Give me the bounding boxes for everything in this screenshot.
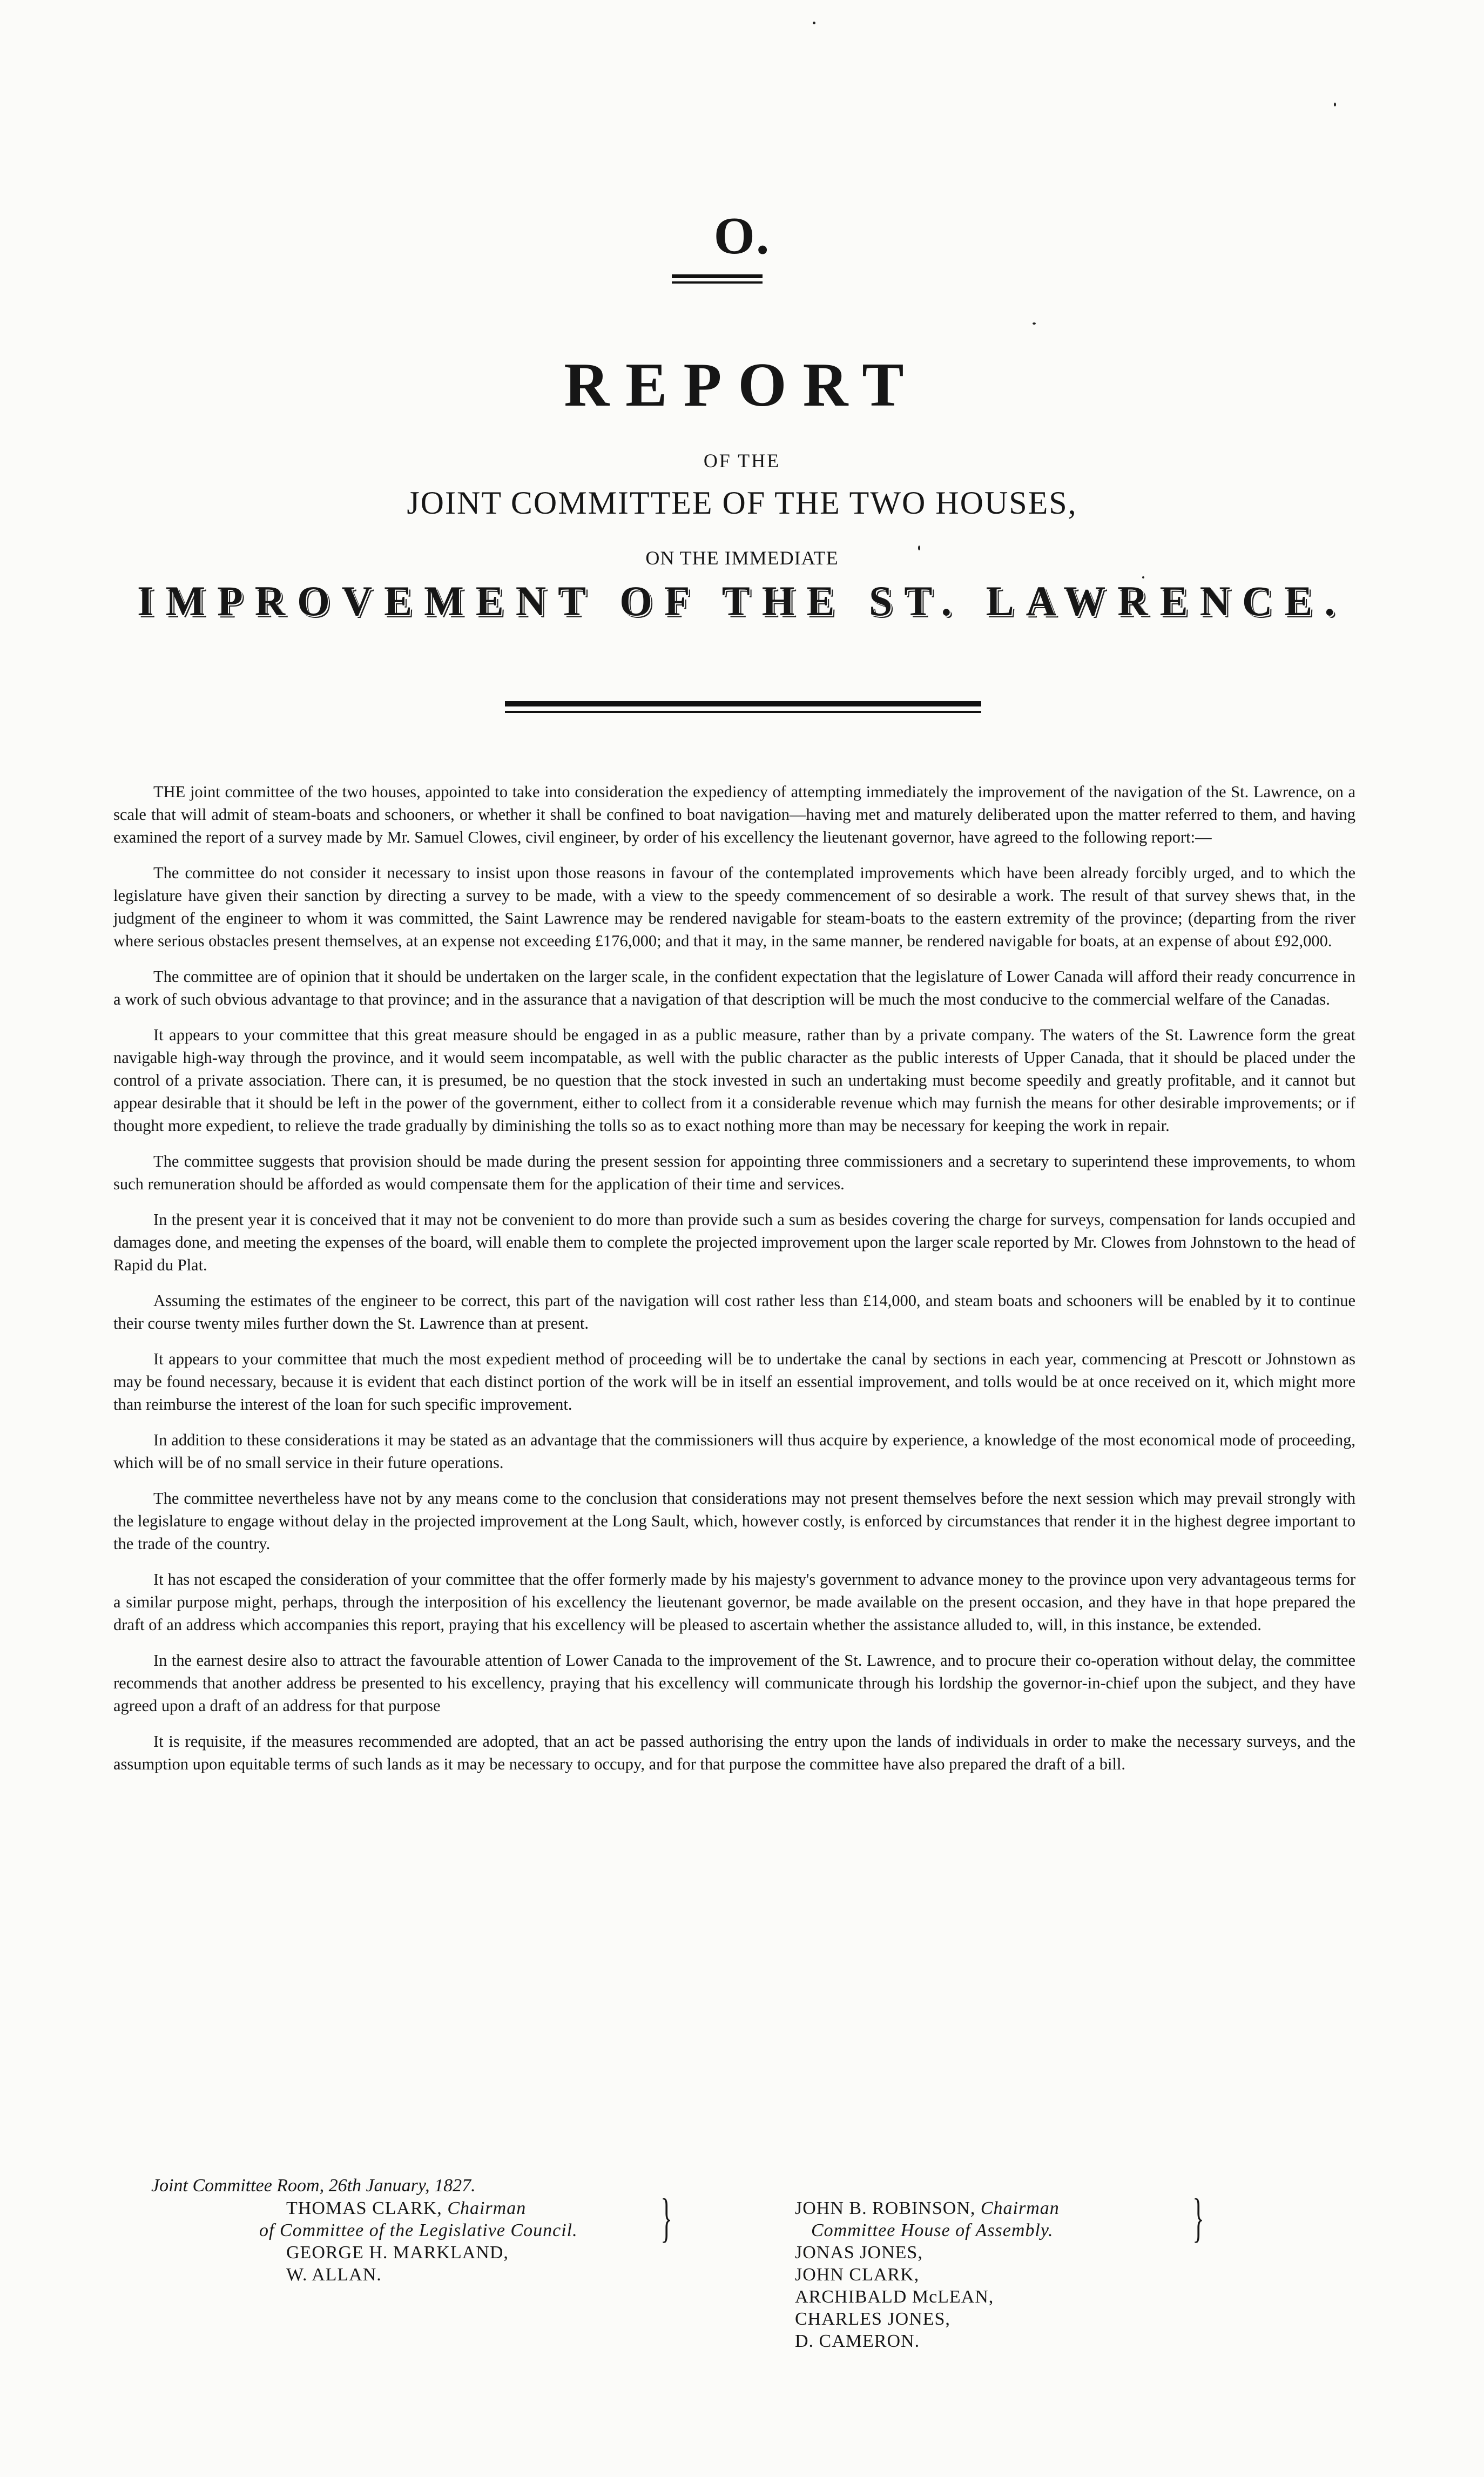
scan-speck xyxy=(1334,103,1336,106)
assembly-signatures xyxy=(795,2197,1060,2352)
subject-line: IMPROVEMENT OF THE ST. LAWRENCE. xyxy=(137,577,1347,624)
assembly-member: CHARLES JONES, xyxy=(795,2309,950,2329)
council-member: GEORGE H. MARKLAND, xyxy=(286,2243,509,2263)
assembly-member: JONAS JONES, xyxy=(795,2243,923,2263)
paragraph: The committee nevertheless have not by any means come to the conclusion that considerations may not present themselves before the next session which may prevail strongly with the legislature to engage without delay in the projected improvement at the Long Sault, which, however costly, is enforced by circumstances that render it in the highest degree important to the trade of the country. xyxy=(113,1489,1355,1553)
scan-speck xyxy=(1033,322,1036,325)
council-chairman xyxy=(286,2197,578,2219)
place-date: Joint Committee Room, 26th January, 1827. xyxy=(151,2176,476,2196)
paragraph: It appears to your committee that this great measure should be engaged in as a public measure, rather than by a private company. The waters of the St. Lawrence form the great navigable high-way through the province, and it would seem incompatable, as well with the public character as the public interests of Upper Canada, that it should be placed under the control of a private association. There can, it is presumed, be no question that the stock invested in such an undertaking must become speedily and greatly profitable, and it cannot but appear desirable that it should be left in the power of the government, either to collect from it a considerable revenue which may furnish the means for other desirable improvements; or if thought more expedient, to relieve the trade gradually by diminishing the tolls so as to exact nothing more than may be necessary for keeping the work in repair. xyxy=(113,1026,1355,1135)
paragraph: It is requisite, if the measures recommended are adopted, that an act be passed authorising the entry upon the lands of individuals in order to make the necessary surveys, and the assumption upon equitable terms of such lands as it may be necessary to occupy, and for that purpose the committee have also prepared the draft of a bill. xyxy=(113,1732,1355,1773)
paragraph: The committee are of opinion that it should be undertaken on the larger scale, in the confident expectation that the legislature of Lower Canada will afford their ready concurrence in a work of such obvious advantage to that province; and in the assurance that a navigation of that description will be much the most conducive to the commercial welfare of the Canadas. xyxy=(113,967,1355,1008)
paragraph: The committee suggests that provision should be made during the present session for appointing three commissioners and a secretary to superintend these improvements, to whom such remuneration should be afforded as would compensate them for the application of their time and services. xyxy=(113,1152,1355,1193)
signature-block xyxy=(113,2175,1355,2428)
report-of-the: OF THE xyxy=(703,450,781,472)
title-rule xyxy=(672,274,763,278)
council-signatures xyxy=(259,2197,578,2286)
paragraph: Assuming the estimates of the engineer to be correct, this part of the navigation will cost rather less than £14,000, and steam boats and schooners will be enabled by it to continue their course twenty miles further down the St. Lawrence than at present. xyxy=(113,1291,1355,1332)
paragraph: The committee do not consider it necessary to insist upon those reasons in favour of the contemplated improvements which have been already forcibly urged, and to which the legislature have given their sanction by directing a survey to be made, with a view to the speedy commencement of so desirable a work. The result of that survey shews that, in the judgment of the engineer to whom it was committed, the Saint Lawrence may be rendered navigable for steam-boats to the eastern extremity of the province; (departing from the river where serious obstacles present themselves, at an expense not exceeding £176,000; and that it may, in the same manner, be rendered navigable for boats, at an expense of about £92,000. xyxy=(113,864,1355,950)
report-title: REPORT xyxy=(564,351,920,420)
immediate-line: ON THE IMMEDIATE xyxy=(645,547,839,569)
paragraph: In addition to these considerations it may be stated as an advantage that the commissioners will thus acquire by experience, a knowledge of the most economical mode of proceeding, which will be of no small service in their future operations. xyxy=(113,1431,1355,1472)
paragraph: It appears to your committee that much the most expedient method of proceeding will be to undertake the canal by sections in each year, commencing at Prescott or Johnstown as may be found necessary, because it is evident that each distinct portion of the work will be in itself an essential improvement, and tolls would be at once received on it, which might more than reimburse the interest of the loan for such specific improvement. xyxy=(113,1350,1355,1413)
scan-speck xyxy=(813,22,815,24)
paragraph: In the present year it is conceived that it may not be convenient to do more than provide such a sum as besides covering the charge for surveys, compensation for lands occupied and damages done, and meeting the expenses of the board, will enable them to complete the projected improvement upon the larger scale reported by Mr. Clowes from Johnstown to the head of Rapid du Plat. xyxy=(113,1210,1355,1274)
assembly-chairman-name: JOHN B. ROBINSON, xyxy=(795,2198,976,2218)
council-brace: } xyxy=(660,2187,672,2247)
assembly-brace: } xyxy=(1192,2187,1204,2247)
assembly-chairman-body: Committee House of Assembly. xyxy=(811,2220,1054,2240)
appendix-letter: O. xyxy=(713,207,771,265)
council-chairman-title: Chairman xyxy=(447,2198,527,2218)
assembly-member: ARCHIBALD McLEAN, xyxy=(795,2287,994,2307)
council-member: W. ALLAN. xyxy=(286,2265,382,2285)
council-chairman-name: THOMAS CLARK, xyxy=(286,2198,442,2218)
report-body xyxy=(113,780,1355,1788)
council-chairman-body: of Committee of the Legislative Council. xyxy=(259,2220,578,2240)
assembly-chairman xyxy=(795,2197,1060,2219)
paragraph: In the earnest desire also to attract the favourable attention of Lower Canada to the improvement of the St. Lawrence, and to procure their co-operation without delay, the committee recommends that another address be presented to his excellency, praying that his excellency will communicate through his lordship the governor-in-chief upon the subject, and they have agreed upon a draft of an address for that purpose xyxy=(113,1651,1355,1715)
paragraph: It has not escaped the consideration of your committee that the offer formerly made by his majesty's government to advance money to the province upon very advantageous terms for a similar purpose might, perhaps, through the interposition of his excellency the lieutenant governor, be made available on the present occasion, and they have in that hope prepared the draft of an address which accompanies this report, praying that his excellency will be pleased to ascertain whether the assistance alluded to, will, in this instance, be extended. xyxy=(113,1570,1355,1634)
paragraph: THE joint committee of the two houses, appointed to take into consideration the expediency of attempting immediately the improvement of the navigation of the St. Lawrence, on a scale that will admit of steam-boats and schooners, or whether it shall be confined to boat navigation—having met and maturely deliberated upon the matter referred to them, and having examined the report of a survey made by Mr. Samuel Clowes, civil engineer, by order of his excellency the lieutenant governor, have agreed to the following report:— xyxy=(113,783,1355,846)
assembly-chairman-title: Chairman xyxy=(980,2198,1060,2218)
header-divider xyxy=(505,701,981,706)
title-rule xyxy=(672,281,763,284)
committee-line: JOINT COMMITTEE OF THE TWO HOUSES, xyxy=(407,485,1077,521)
assembly-member: D. CAMERON. xyxy=(795,2331,920,2351)
assembly-member: JOHN CLARK, xyxy=(795,2265,920,2285)
header-divider xyxy=(505,711,981,713)
